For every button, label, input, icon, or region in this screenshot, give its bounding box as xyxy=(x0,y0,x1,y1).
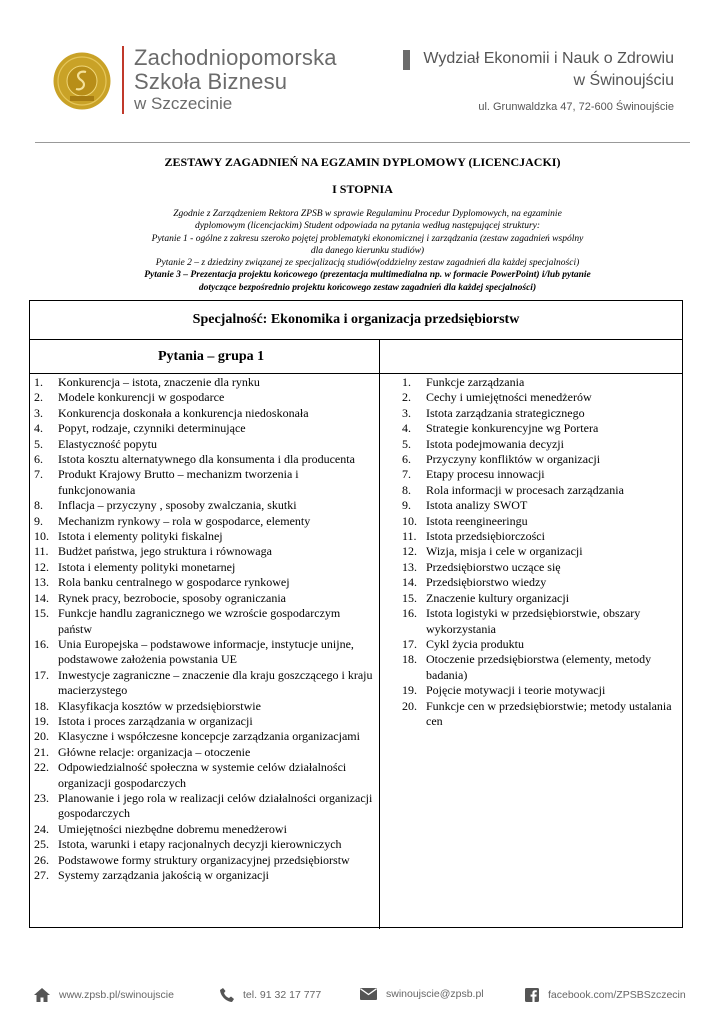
question-number: 12. xyxy=(34,559,49,574)
question-item xyxy=(402,683,678,698)
question-item xyxy=(402,637,678,652)
school-name-line3: w Szczecinie xyxy=(134,94,233,113)
question-item xyxy=(402,591,678,606)
intro-line: dla danego kierunku studiów) xyxy=(310,245,425,256)
question-number: 23. xyxy=(34,790,49,805)
question-text: Istota zarządzania strategicznego xyxy=(426,405,585,420)
faculty-block xyxy=(423,48,674,116)
question-number: 1. xyxy=(402,375,411,389)
group-header-row xyxy=(30,340,682,374)
question-text: Istota przedsiębiorczości xyxy=(426,529,545,544)
question-text: Produkt Krajowy Brutto – mechanizm tworzenia i funkcjonowania xyxy=(58,467,299,497)
question-number: 11. xyxy=(402,529,417,544)
question-number: 6. xyxy=(402,452,411,467)
question-text: Istota i elementy polityki monetarnej xyxy=(58,559,236,574)
question-text: Funkcje cen w przedsiębiorstwie; metody ustalania cen xyxy=(426,698,672,728)
question-number: 18. xyxy=(34,698,49,713)
question-item xyxy=(34,390,375,405)
question-number: 13. xyxy=(34,575,49,590)
question-text: Istota logistyki w przedsiębiorstwie, obszary wykorzystania xyxy=(426,606,641,636)
question-text: Umiejętności niezbędne dobremu menedżerowi xyxy=(58,821,287,836)
question-text: Planowanie i jego rola w realizacji celów działalności organizacji gospodarczych xyxy=(58,790,373,821)
question-number: 21. xyxy=(34,744,49,759)
question-text: Główne relacje: organizacja – otoczenie xyxy=(58,744,251,759)
question-text: Popyt, rodzaje, czynniki determinujące xyxy=(58,421,246,436)
question-item xyxy=(34,699,375,714)
question-text: Wizja, misja i cele w organizacji xyxy=(426,544,583,559)
footer-phone[interactable] xyxy=(220,988,321,1002)
question-text: Przedsiębiorstwo uczące się xyxy=(426,559,561,574)
question-number: 25. xyxy=(34,837,49,852)
question-item xyxy=(402,652,678,683)
question-item xyxy=(402,375,678,390)
group-header-empty-cell xyxy=(380,340,682,373)
question-number: 20. xyxy=(34,729,49,744)
question-text: Unia Europejska – podstawowe informacje, instytucje unijne, podstawowe założenia powstania UE xyxy=(58,636,354,667)
question-text: Cechy i umiejętności menedżerów xyxy=(426,390,592,405)
question-number: 22. xyxy=(34,760,49,775)
school-name-line2: Szkoła Biznesu xyxy=(134,69,288,94)
question-text: Istota i elementy polityki fiskalnej xyxy=(58,529,223,544)
question-item xyxy=(34,560,375,575)
question-item xyxy=(34,591,375,606)
question-number: 2. xyxy=(34,390,43,405)
group-header: Pytania – grupa 1 xyxy=(30,340,380,373)
faculty-location: w Świnoujściu xyxy=(573,72,674,89)
home-icon xyxy=(34,988,50,1002)
question-item xyxy=(34,760,375,791)
question-text: Klasyfikacja kosztów w przedsiębiorstwie xyxy=(58,698,261,713)
question-number: 7. xyxy=(34,467,43,482)
school-seal-logo xyxy=(53,52,111,110)
question-number: 10. xyxy=(34,529,49,544)
intro-line-bold: Pytanie 3 – Prezentacja projektu końcowego (prezentacja multimedialna np. w formacie PowerPoint) i/lub pytanie xyxy=(144,270,591,281)
question-text: Przyczyny konfliktów w organizacji xyxy=(426,452,601,467)
question-text: Budżet państwa, jego struktura i równowaga xyxy=(58,544,272,559)
question-item xyxy=(402,483,678,498)
questions-table xyxy=(29,300,683,928)
footer-website-text: www.zpsb.pl/swinoujscie xyxy=(59,989,174,1001)
question-item xyxy=(34,406,375,421)
question-item xyxy=(402,452,678,467)
footer-email-text: swinoujscie@zpsb.pl xyxy=(386,988,484,1000)
document-subtitle: I STOPNIA xyxy=(332,182,393,196)
questions-body-row xyxy=(30,374,682,929)
question-item xyxy=(402,421,678,436)
school-name-block xyxy=(122,46,337,114)
specialization-heading: Specjalność: Ekonomika i organizacja przedsiębiorstw xyxy=(30,301,682,340)
question-text: Znaczenie kultury organizacji xyxy=(426,590,570,605)
question-item xyxy=(402,498,678,513)
question-item xyxy=(34,668,375,699)
intro-line: dyplomowym (licencjackim) Student odpowiada na pytania według następującej struktury: xyxy=(194,221,541,232)
document-title: ZESTAWY ZAGADNIEŃ NA EGZAMIN DYPLOMOWY (LICENCJACKI) xyxy=(164,155,561,169)
question-text: Systemy zarządzania jakością w organizacji xyxy=(58,868,270,882)
question-item xyxy=(402,544,678,559)
question-item xyxy=(34,837,375,852)
question-number: 17. xyxy=(402,636,417,651)
question-text: Podstawowe formy struktury organizacyjnej przedsiębiorstw xyxy=(58,852,350,867)
question-item xyxy=(34,729,375,744)
question-number: 9. xyxy=(34,513,43,528)
question-item xyxy=(34,745,375,760)
question-number: 17. xyxy=(34,667,49,682)
question-text: Odpowiedzialność społeczna w systemie celów działalności organizacji gospodarczych xyxy=(58,760,347,790)
question-number: 3. xyxy=(402,405,411,420)
question-item xyxy=(34,421,375,436)
intro-line: Zgodnie z Zarządzeniem Rektora ZPSB w sprawie Regulaminu Procedur Dyplomowych, na egzaminie xyxy=(173,209,562,219)
question-text: Funkcje zarządzania xyxy=(426,375,525,389)
question-item xyxy=(402,437,678,452)
question-text: Rola banku centralnego w gospodarce rynkowej xyxy=(58,575,290,590)
questions-list-left xyxy=(30,374,380,929)
intro-line: Pytanie 2 – z dziedziny związanej ze specjalizacją studiów(oddzielny zestaw zagadnień dla każdej specjalności) xyxy=(155,258,580,269)
question-number: 5. xyxy=(402,436,411,451)
facebook-icon xyxy=(525,988,539,1002)
question-number: 8. xyxy=(34,498,43,513)
question-item xyxy=(402,390,678,405)
question-item xyxy=(34,714,375,729)
question-item xyxy=(34,437,375,452)
question-number: 1. xyxy=(34,375,43,389)
question-text: Elastyczność popytu xyxy=(58,436,157,451)
question-number: 12. xyxy=(402,544,417,559)
intro-paragraph xyxy=(95,208,640,294)
question-item xyxy=(402,514,678,529)
question-number: 7. xyxy=(402,467,411,482)
question-item xyxy=(34,375,375,390)
question-item xyxy=(34,498,375,513)
question-item xyxy=(34,853,375,868)
footer-facebook[interactable] xyxy=(525,988,686,1002)
question-item xyxy=(34,575,375,590)
faculty-name: Wydział Ekonomii i Nauk o Zdrowiu xyxy=(423,50,674,67)
question-item xyxy=(34,467,375,498)
question-text: Klasyczne i współczesne koncepcje zarządzania organizacjami xyxy=(58,729,360,744)
question-text: Otoczenie przedsiębiorstwa (elementy, metody badania) xyxy=(426,652,652,682)
question-item xyxy=(34,544,375,559)
faculty-bar-decoration xyxy=(403,50,410,70)
header-divider xyxy=(35,142,690,143)
question-text: Istota, warunki i etapy racjonalnych decyzji kierowniczych xyxy=(58,837,342,852)
question-text: Strategie konkurencyjne wg Portera xyxy=(426,421,599,436)
question-text: Funkcje handlu zagranicznego we wzroście gospodarczym państw xyxy=(58,606,341,636)
question-number: 13. xyxy=(402,559,417,574)
question-item xyxy=(402,529,678,544)
question-item xyxy=(402,699,678,730)
question-number: 16. xyxy=(402,606,417,621)
question-text: Inflacja – przyczyny , sposoby zwalczania, skutki xyxy=(58,498,297,513)
question-number: 18. xyxy=(402,652,417,667)
question-text: Rola informacji w procesach zarządzania xyxy=(426,482,624,497)
school-name-line1: Zachodniopomorska xyxy=(134,45,337,70)
questions-list-right xyxy=(380,374,682,929)
intro-line: Pytanie 1 - ogólne z zakresu szeroko pojętej problematyki ekonomicznej i zarządzania (zestaw zagadnień wspólny xyxy=(151,233,584,244)
question-item xyxy=(402,560,678,575)
question-number: 2. xyxy=(402,390,411,405)
question-number: 20. xyxy=(402,698,417,713)
question-item xyxy=(34,606,375,637)
question-number: 15. xyxy=(402,590,417,605)
footer-facebook-text: facebook.com/ZPSBSzczecin xyxy=(548,989,686,1001)
question-number: 16. xyxy=(34,636,49,651)
question-item xyxy=(34,529,375,544)
question-item xyxy=(34,452,375,467)
question-text: Istota i proces zarządzania w organizacji xyxy=(58,713,253,728)
question-number: 5. xyxy=(34,436,43,451)
question-item xyxy=(402,606,678,637)
question-item xyxy=(34,514,375,529)
question-text: Konkurencja – istota, znaczenie dla rynku xyxy=(58,375,260,389)
question-number: 10. xyxy=(402,513,417,528)
question-item xyxy=(34,822,375,837)
question-number: 3. xyxy=(34,405,43,420)
question-number: 27. xyxy=(34,868,49,882)
question-item xyxy=(34,637,375,668)
question-number: 8. xyxy=(402,482,411,497)
question-number: 14. xyxy=(402,575,417,590)
phone-icon xyxy=(220,988,234,1002)
question-text: Istota kosztu alternatywnego dla konsumenta i dla producenta xyxy=(58,452,355,467)
question-item xyxy=(402,467,678,482)
question-text: Konkurencja doskonała a konkurencja niedoskonała xyxy=(58,405,309,420)
question-item xyxy=(34,791,375,822)
question-number: 4. xyxy=(402,421,411,436)
question-number: 26. xyxy=(34,852,49,867)
mail-icon xyxy=(360,988,377,1000)
question-item xyxy=(402,575,678,590)
question-text: Inwestycje zagraniczne – znaczenie dla kraju goszczącego i kraju macierzystego xyxy=(58,667,373,698)
question-number: 24. xyxy=(34,821,49,836)
question-number: 6. xyxy=(34,452,43,467)
question-number: 15. xyxy=(34,606,49,621)
question-text: Mechanizm rynkowy – rola w gospodarce, elementy xyxy=(58,513,311,528)
question-item xyxy=(34,868,375,883)
footer-email[interactable] xyxy=(360,988,484,1000)
question-number: 9. xyxy=(402,498,411,513)
question-text: Istota podejmowania decyzji xyxy=(426,436,564,451)
question-text: Rynek pracy, bezrobocie, sposoby ograniczania xyxy=(58,590,286,605)
question-text: Etapy procesu innowacji xyxy=(426,467,545,482)
question-text: Istota analizy SWOT xyxy=(426,498,528,513)
question-item xyxy=(402,406,678,421)
question-number: 4. xyxy=(34,421,43,436)
question-text: Modele konkurencji w gospodarce xyxy=(58,390,225,405)
question-number: 11. xyxy=(34,544,49,559)
footer-phone-text: tel. 91 32 17 777 xyxy=(243,989,322,1001)
footer-website[interactable] xyxy=(34,988,174,1002)
footer xyxy=(30,988,695,1010)
question-text: Istota reengineeringu xyxy=(426,513,528,528)
question-text: Cykl życia produktu xyxy=(426,636,524,651)
intro-line-bold: dotyczące bezpośrednio projektu końcowego zestaw zagadnień dla każdej specjalności) xyxy=(198,282,537,293)
faculty-address: ul. Grunwaldzka 47, 72-600 Świnoujście xyxy=(478,101,674,113)
question-number: 14. xyxy=(34,590,49,605)
question-number: 19. xyxy=(402,683,417,698)
question-text: Przedsiębiorstwo wiedzy xyxy=(426,575,547,590)
question-text: Pojęcie motywacji i teorie motywacji xyxy=(426,683,606,698)
question-number: 19. xyxy=(34,713,49,728)
